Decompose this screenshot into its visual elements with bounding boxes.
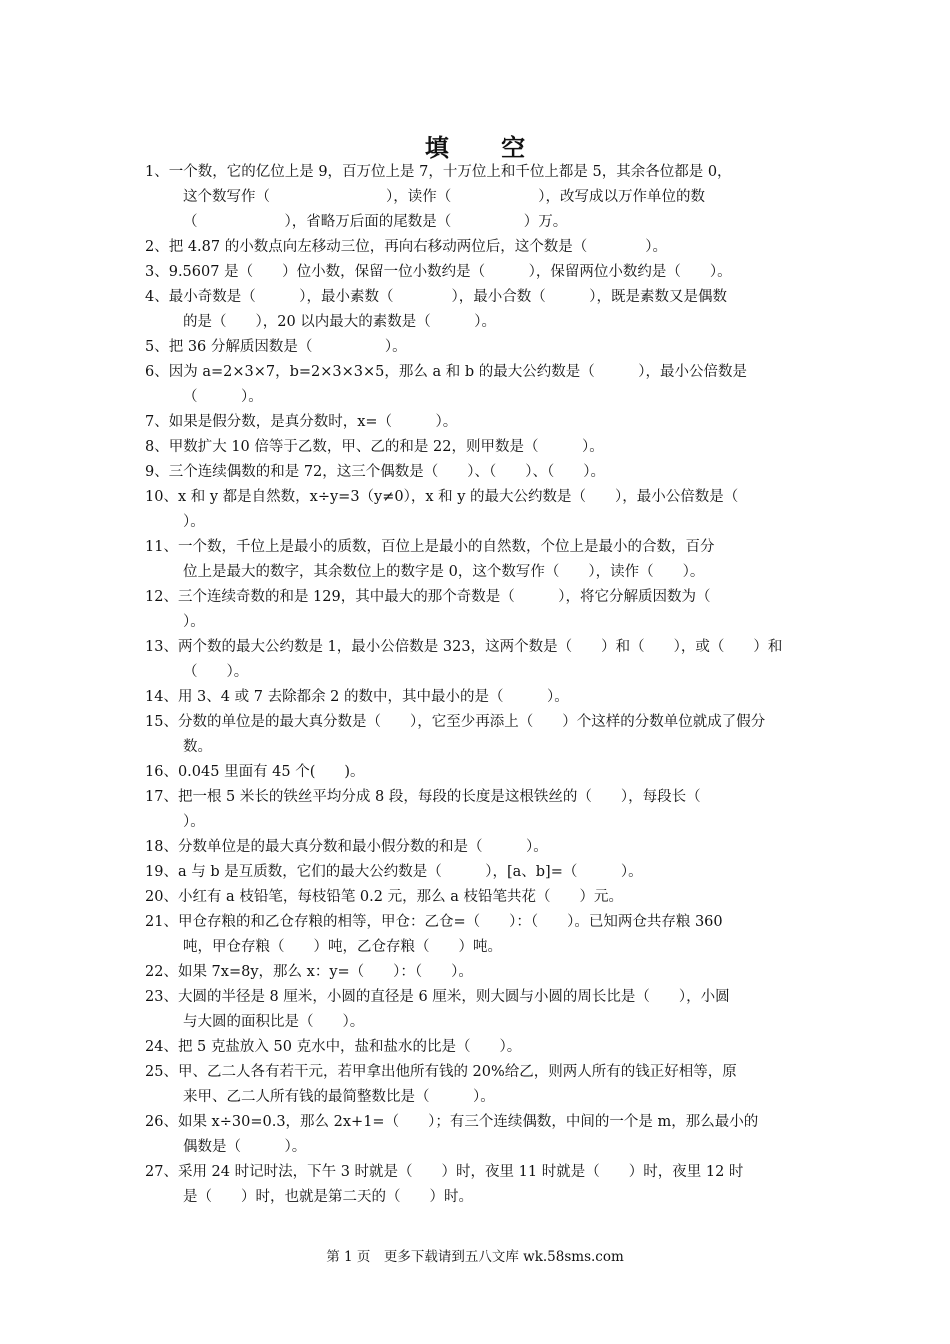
question-text: 26、如果 x÷30=0.3，那么 2x+1=（ ）；有三个连续偶数，中间的一个是 m，那么最小的 — [145, 1114, 759, 1130]
question-text: 21、甲仓存粮的和乙仓存粮的相等，甲仓：乙仓=（ ）：（ ）。已知两仓共存粮 360 — [145, 914, 723, 930]
question-text: 19、a 与 b 是互质数，它们的最大公约数是（ ），[a、b]=（ ）。 — [145, 864, 643, 880]
question-text: 2、把 4.87 的小数点向左移动三位，再向右移动两位后，这个数是（ ）。 — [145, 239, 667, 255]
question-item — [145, 410, 813, 435]
question-text-continued: 这个数写作（ ），读作（ ），改写成以万作单位的数 — [183, 189, 705, 205]
question-text: 25、甲、乙二人各有若干元，若甲拿出他所有钱的 20%给乙，则两人所有的钱正好相等，原 — [145, 1064, 737, 1080]
question-text: 16、0.045 里面有 45 个( )。 — [145, 764, 365, 780]
question-item — [145, 960, 813, 985]
question-item — [145, 835, 813, 860]
question-item — [145, 460, 813, 485]
question-item — [145, 585, 813, 635]
question-text-continued: ）。 — [183, 614, 205, 630]
question-text: 1、一个数，它的亿位上是 9，百万位上是 7，十万位上和千位上都是 5，其余各位都是 0， — [145, 164, 732, 180]
question-text: 22、如果 7x=8y，那么 x：y=（ ）：（ ）。 — [145, 964, 473, 980]
question-text: 18、分数单位是的最大真分数和最小假分数的和是（ ）。 — [145, 839, 548, 855]
question-item — [145, 885, 813, 910]
question-text: 4、最小奇数是（ ），最小素数（ ），最小合数（ ），既是素数又是偶数 — [145, 289, 727, 305]
question-item — [145, 710, 813, 760]
question-text-continued: 是（ ）时，也就是第二天的（ ）时。 — [183, 1189, 473, 1205]
question-item — [145, 535, 813, 585]
question-text: 17、把一根 5 米长的铁丝平均分成 8 段，每段的长度是这根铁丝的（ ），每段长（ — [145, 789, 701, 805]
question-item — [145, 985, 813, 1035]
question-text: 7、如果是假分数，是真分数时，x=（ ）。 — [145, 414, 458, 430]
question-item — [145, 1035, 813, 1060]
question-list — [145, 160, 813, 1210]
question-text: 3、9.5607 是（ ）位小数，保留一位小数约是（ ），保留两位小数约是（ ）。 — [145, 264, 732, 280]
question-text-continued: （ ），省略万后面的尾数是（ ）万。 — [183, 214, 568, 230]
question-text: 27、采用 24 时记时法，下午 3 时就是（ ）时，夜里 11 时就是（ ）时，夜里 12 时 — [145, 1164, 744, 1180]
question-item — [145, 235, 813, 260]
page-title: 填 空 — [424, 134, 548, 162]
question-item — [145, 635, 813, 685]
question-item — [145, 1060, 813, 1110]
question-text: 8、甲数扩大 10 倍等于乙数，甲、乙的和是 22，则甲数是（ ）。 — [145, 439, 604, 455]
question-item — [145, 910, 813, 960]
question-text: 11、一个数，千位上是最小的质数，百位上是最小的自然数，个位上是最小的合数，百分 — [145, 539, 715, 555]
question-text-continued: ）。 — [183, 814, 205, 830]
question-text-continued: （ ）。 — [183, 664, 249, 680]
question-item — [145, 485, 813, 535]
question-item — [145, 785, 813, 835]
question-text: 14、用 3、4 或 7 去除都余 2 的数中，其中最小的是（ ）。 — [145, 689, 569, 705]
question-text-continued: 位上是最大的数字，其余数位上的数字是 0，这个数写作（ ），读作（ ）。 — [183, 564, 705, 580]
question-text-continued: 的是（ ），20 以内最大的素数是（ ）。 — [183, 314, 497, 330]
question-text-continued: ）。 — [183, 514, 205, 530]
question-text: 9、三个连续偶数的和是 72，这三个偶数是（ ）、（ ）、（ ）。 — [145, 464, 606, 480]
question-item — [145, 360, 813, 410]
question-item — [145, 260, 813, 285]
question-text-continued: 吨，甲仓存粮（ ）吨，乙仓存粮（ ）吨。 — [183, 939, 502, 955]
question-item — [145, 285, 813, 335]
question-text: 10、x 和 y 都是自然数，x÷y=3（y≠0），x 和 y 的最大公约数是（ ），最小公倍数是（ — [145, 489, 739, 505]
question-item — [145, 1160, 813, 1210]
question-item — [145, 435, 813, 460]
question-item — [145, 160, 813, 235]
question-text: 13、两个数的最大公约数是 1，最小公倍数是 323，这两个数是（ ）和（ ），或（ ）和 — [145, 639, 783, 655]
question-item — [145, 760, 813, 785]
question-text-continued: 来甲、乙二人所有钱的最简整数比是（ ）。 — [183, 1089, 495, 1105]
question-text: 12、三个连续奇数的和是 129，其中最大的那个奇数是（ ），将它分解质因数为（ — [145, 589, 711, 605]
question-text: 5、把 36 分解质因数是（ ）。 — [145, 339, 407, 355]
page-footer: 第 1 页 更多下载请到五八文库 wk.58sms.com — [326, 1249, 624, 1265]
question-item — [145, 860, 813, 885]
question-item — [145, 685, 813, 710]
question-item — [145, 1110, 813, 1160]
question-item — [145, 335, 813, 360]
question-text: 15、分数的单位是的最大真分数是（ ），它至少再添上（ ）个这样的分数单位就成了假分 — [145, 714, 766, 730]
question-text-continued: （ ）。 — [183, 389, 263, 405]
question-text: 24、把 5 克盐放入 50 克水中，盐和盐水的比是（ ）。 — [145, 1039, 522, 1055]
question-text: 23、大圆的半径是 8 厘米，小圆的直径是 6 厘米，则大圆与小圆的周长比是（ ），小圆 — [145, 989, 730, 1005]
question-text: 6、因为 a=2×3×7，b=2×3×3×5，那么 a 和 b 的最大公约数是（ ），最小公倍数是 — [145, 364, 747, 380]
question-text-continued: 数。 — [183, 739, 212, 755]
question-text-continued: 与大圆的面积比是（ ）。 — [183, 1014, 365, 1030]
question-text: 20、小红有 a 枝铅笔，每枝铅笔 0.2 元，那么 a 枝铅笔共花（ ）元。 — [145, 889, 623, 905]
question-text-continued: 偶数是（ ）。 — [183, 1139, 307, 1155]
